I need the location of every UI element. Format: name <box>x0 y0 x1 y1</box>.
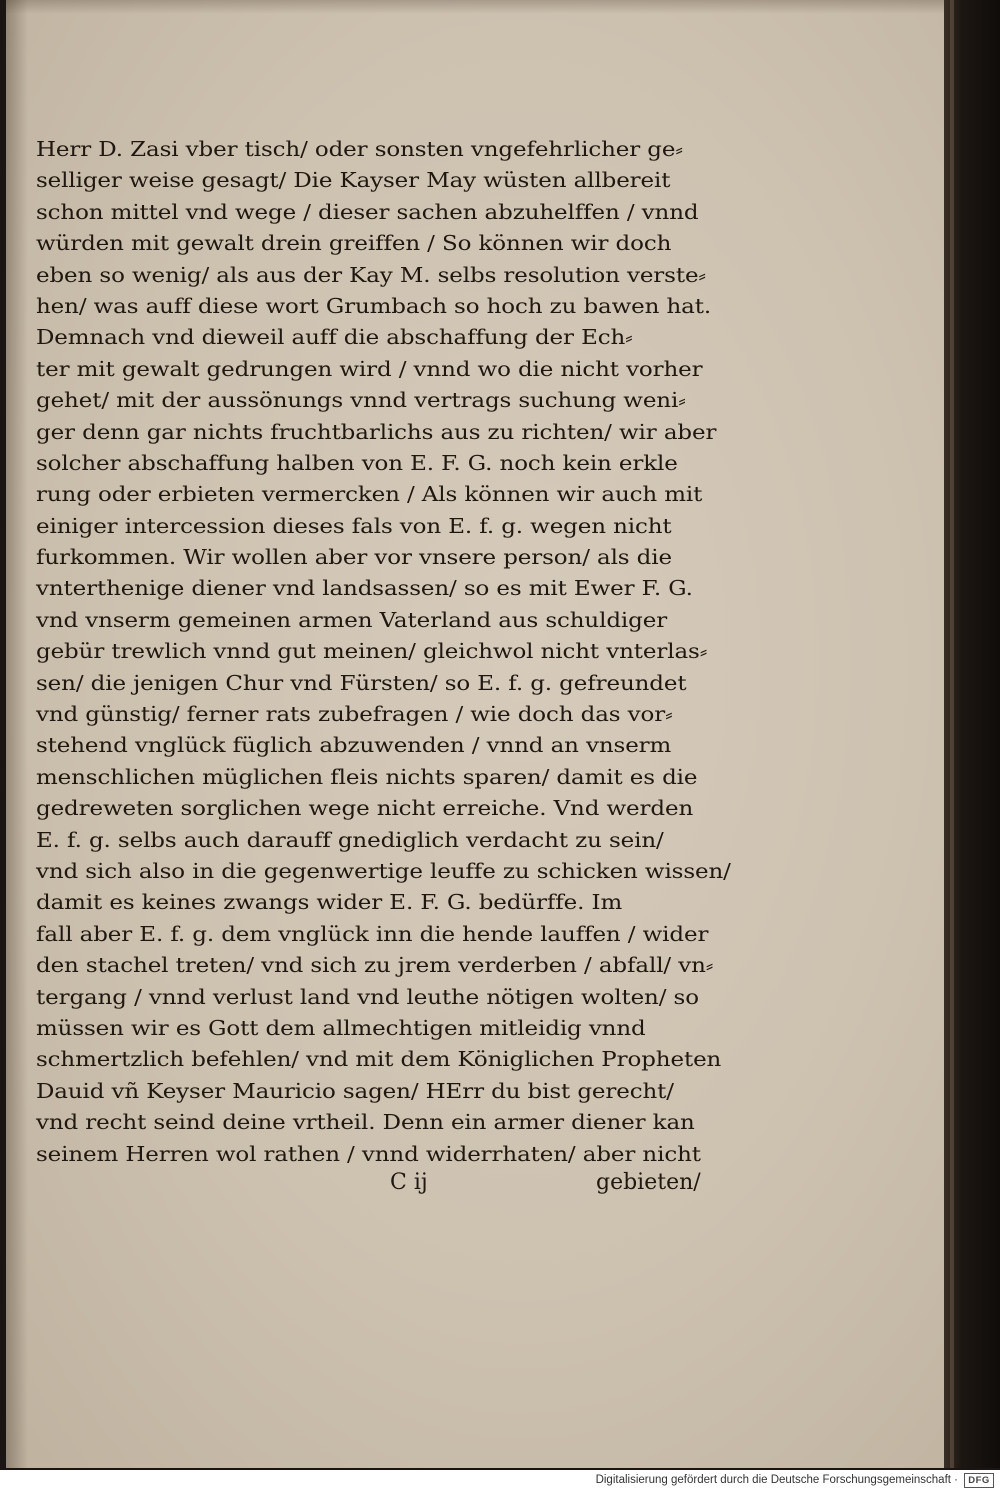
text-line: Dauid vñ Keyser Mauricio sagen/ HErr du bist gerecht/ <box>36 1078 674 1103</box>
text-line: gebür trewlich vnnd gut meinen/ gleichwol nicht vnterlas⸗ <box>36 639 708 664</box>
text-line: schon mittel vnd wege / dieser sachen abzuhelffen / vnnd <box>36 199 699 224</box>
text-line: menschlichen müglichen fleis nichts sparen/ damit es die <box>36 764 698 789</box>
text-line: damit es keines zwangs wider E. F. G. bedürffe. Im <box>36 890 623 915</box>
body-text <box>36 134 736 1170</box>
text-line: den stachel treten/ vnd sich zu jrem verderben / abfall/ vn⸗ <box>36 953 714 978</box>
text-line: stehend vnglück füglich abzuwenden / vnnd an vnserm <box>36 733 672 758</box>
text-line: gehet/ mit der aussönungs vnnd vertrags suchung weni⸗ <box>36 388 686 413</box>
page-edge-sliver <box>950 0 954 1468</box>
adjacent-page-edge <box>944 0 1000 1468</box>
text-line: einiger intercession dieses fals von E. f. g. wegen nicht <box>36 513 672 538</box>
text-line: furkommen. Wir wollen aber vor vnsere person/ als die <box>36 545 672 570</box>
text-line: gedreweten sorglichen wege nicht erreiche. Vnd werden <box>36 796 694 821</box>
text-line: selliger weise gesagt/ Die Kayser May wüsten allbereit <box>36 168 671 193</box>
credit-bar <box>0 1470 1000 1493</box>
text-line: vnd günstig/ ferner rats zubefragen / wie doch das vor⸗ <box>36 702 673 727</box>
text-line: vnterthenige diener vnd landsassen/ so es mit Ewer F. G. <box>36 576 693 601</box>
text-line: E. f. g. selbs auch darauff gnediglich verdacht zu sein/ <box>36 827 664 852</box>
text-line: solcher abschaffung halben von E. F. G. noch kein erkle <box>36 450 678 475</box>
text-line: vnd vnserm gemeinen armen Vaterland aus schuldiger <box>36 607 668 632</box>
catchword: gebieten/ <box>596 1170 701 1195</box>
text-line: fall aber E. f. g. dem vnglück inn die hende lauffen / wider <box>36 921 709 946</box>
text-line: ger denn gar nichts fruchtbarlichs aus zu richten/ wir aber <box>36 419 717 444</box>
text-line: Herr D. Zasi vber tisch/ oder sonsten vngefehrlicher ge⸗ <box>36 137 683 161</box>
text-line: seinem Herren wol rathen / vnnd widerrhaten/ aber nicht <box>36 1141 701 1166</box>
funding-credit: Digitalisierung gefördert durch die Deutsche Forschungsgemeinschaft · <box>595 1474 958 1486</box>
text-line: rung oder erbieten vermercken / Als können wir auch mit <box>36 482 703 507</box>
text-line: würden mit gewalt drein greiffen / So können wir doch <box>36 231 672 256</box>
text-line: eben so wenig/ als aus der Kay M. selbs resolution verste⸗ <box>36 262 706 287</box>
text-line: schmertzlich befehlen/ vnd mit dem Königlichen Propheten <box>36 1047 722 1072</box>
page-top-shadow <box>6 0 944 14</box>
text-line: hen/ was auff diese wort Grumbach so hoch zu bawen hat. <box>36 293 712 318</box>
text-line: sen/ die jenigen Chur vnd Fürsten/ so E. f. g. gefreundet <box>36 670 687 695</box>
book-page <box>6 0 944 1468</box>
text-line: vnd sich also in die gegenwertige leuffe zu schicken wissen/ <box>36 858 731 883</box>
text-line: vnd recht seind deine vrtheil. Denn ein armer diener kan <box>36 1110 695 1135</box>
text-line: ter mit gewalt gedrungen wird / vnnd wo die nicht vorher <box>36 356 703 381</box>
text-line: müssen wir es Gott dem allmechtigen mitleidig vnnd <box>36 1015 646 1040</box>
dfg-logo-icon: DFG <box>964 1473 994 1488</box>
text-line: tergang / vnnd verlust land vnd leuthe nötigen wolten/ so <box>36 984 699 1009</box>
page-gutter-shadow <box>6 0 28 1468</box>
text-line: Demnach vnd dieweil auff die abschaffung der Ech⸗ <box>36 325 633 350</box>
signature-mark: C ij <box>390 1170 428 1195</box>
